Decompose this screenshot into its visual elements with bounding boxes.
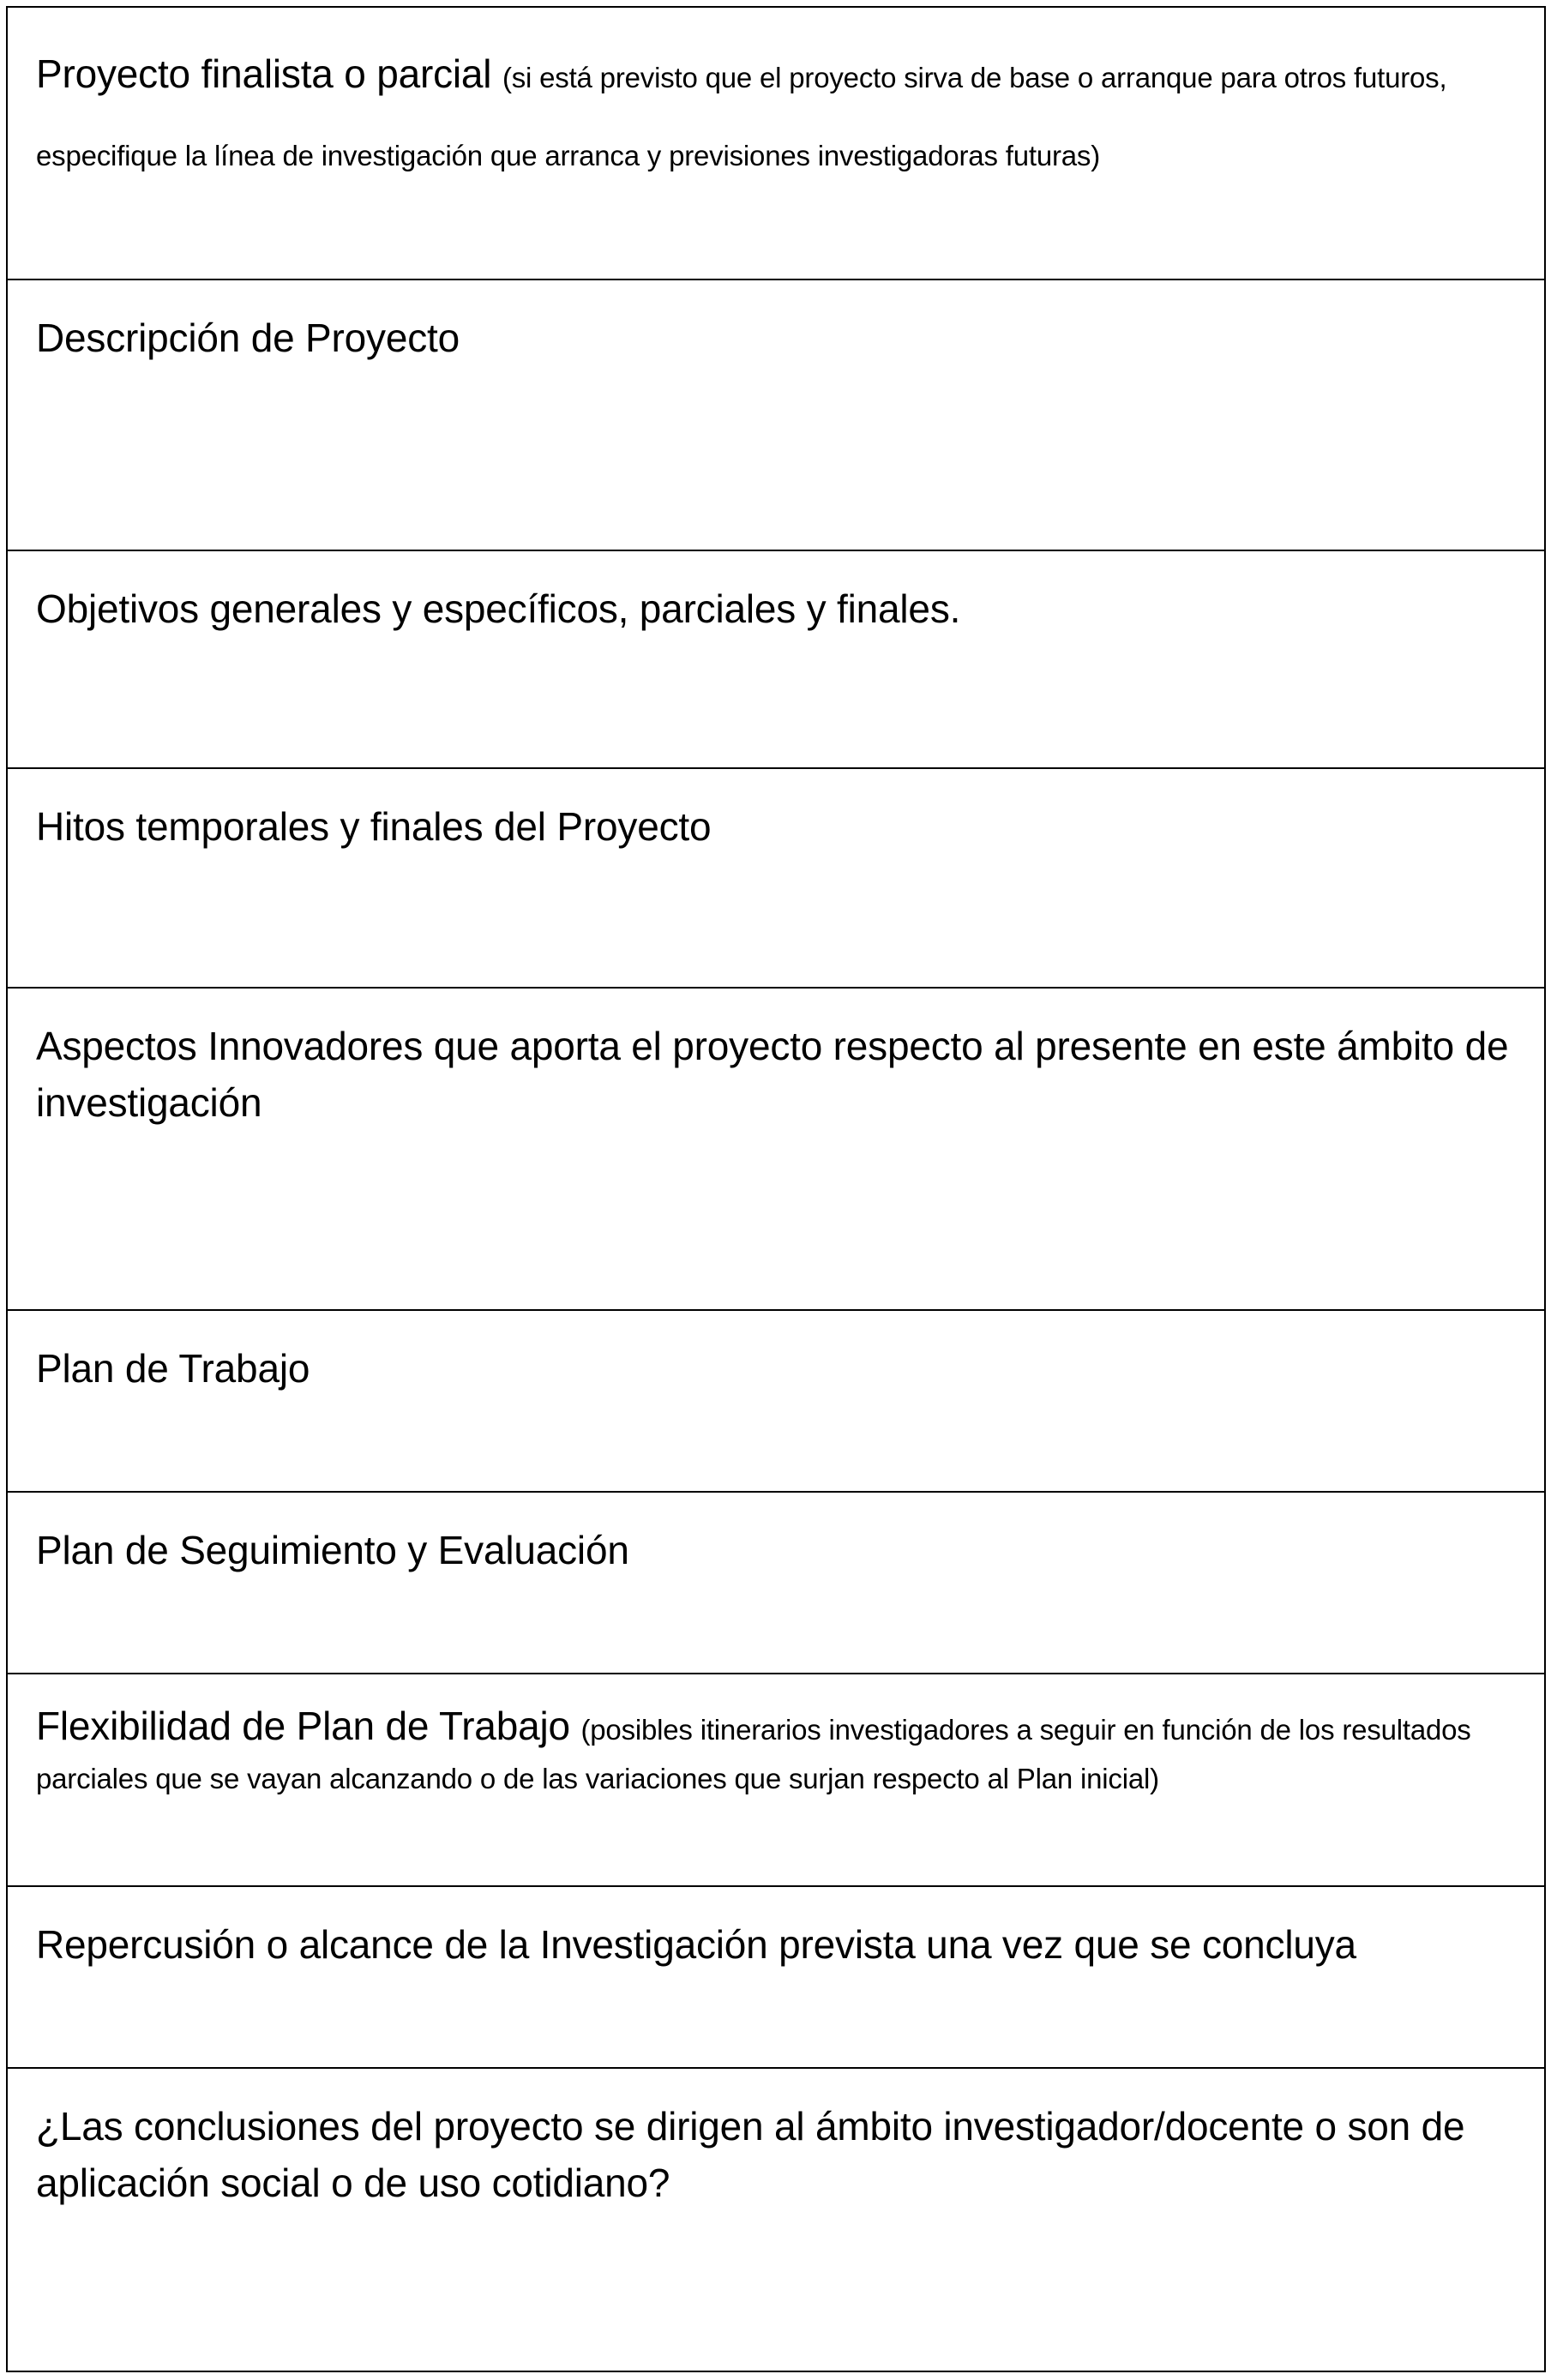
section-title: ¿Las conclusiones del proyecto se dirigen al ámbito investigador/docente o son de aplicación social o de uso cotidiano? xyxy=(36,2104,1465,2205)
section-flexibilidad xyxy=(8,1674,1544,1887)
section-title: Proyecto finalista o parcial xyxy=(36,51,492,96)
section-note: (si está previsto que el proyecto sirva de base o arranque para otros futuros, especifique la línea de investigación que arranca y previsiones investigadoras futuras) xyxy=(36,62,1447,171)
section-objetivos xyxy=(8,551,1544,769)
section-descripcion xyxy=(8,280,1544,551)
section-title: Repercusión o alcance de la Investigación prevista una vez que se concluya xyxy=(36,1922,1356,1967)
section-proyecto-finalista xyxy=(8,8,1544,280)
section-repercusion xyxy=(8,1887,1544,2069)
section-conclusiones xyxy=(8,2069,1544,2371)
section-plan-seguimiento xyxy=(8,1493,1544,1674)
section-title: Descripción de Proyecto xyxy=(36,316,460,360)
section-title: Hitos temporales y finales del Proyecto xyxy=(36,804,712,849)
section-title: Aspectos Innovadores que aporta el proyecto respecto al presente en este ámbito de investigación xyxy=(36,1024,1509,1125)
section-heading xyxy=(36,37,1512,193)
section-hitos xyxy=(8,769,1544,989)
section-title: Objetivos generales y específicos, parciales y finales. xyxy=(36,586,961,631)
section-title: Plan de Trabajo xyxy=(36,1346,310,1391)
section-plan-trabajo xyxy=(8,1311,1544,1493)
section-title: Flexibilidad de Plan de Trabajo xyxy=(36,1704,570,1748)
section-note: (posibles itinerarios investigadores a seguir en función de los resultados parciales que se vayan alcanzando o de las variaciones que surjan respecto al Plan inicial) xyxy=(36,1714,1471,1794)
section-title: Plan de Seguimiento y Evaluación xyxy=(36,1528,629,1572)
project-form-table xyxy=(6,6,1546,2372)
section-aspectos-innovadores xyxy=(8,989,1544,1311)
section-heading xyxy=(36,1704,1512,1801)
